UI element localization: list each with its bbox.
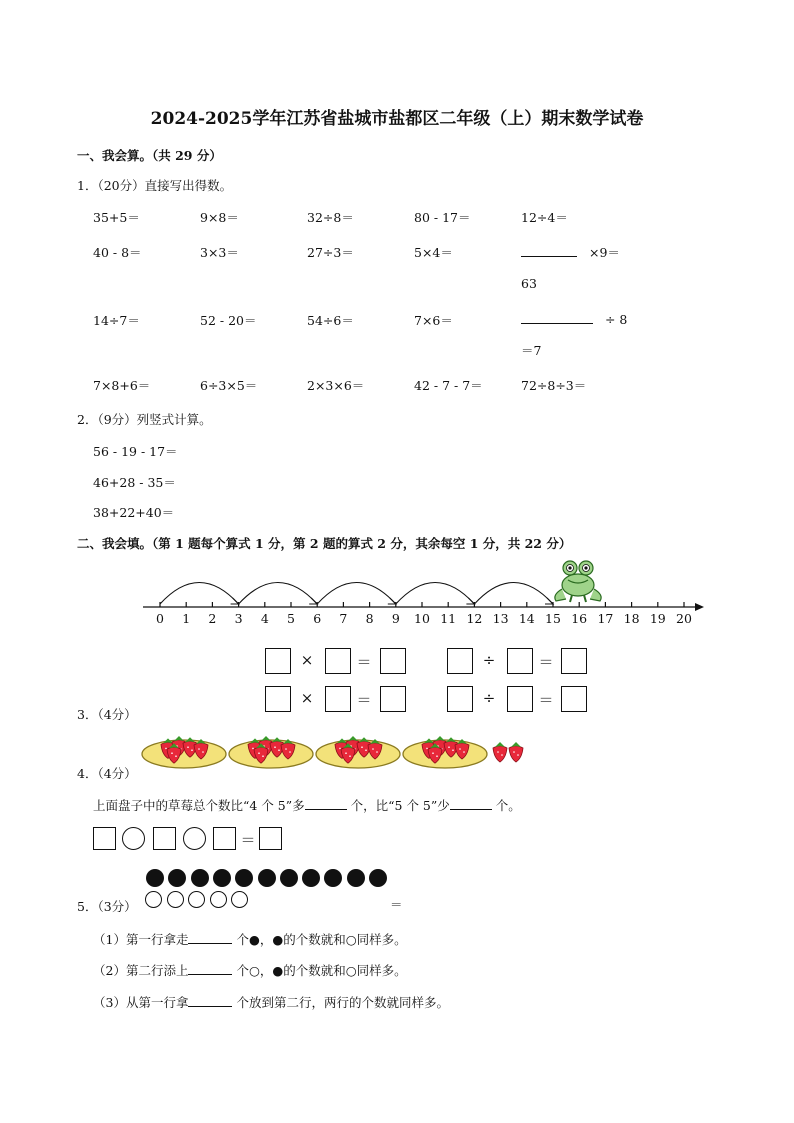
number-line-tick-label: 2 [208,611,217,626]
jump-arc [474,583,553,605]
calc-item-tail: ×9＝ [588,245,620,260]
fill-blank-item [521,243,620,261]
answer-blank[interactable] [188,931,232,944]
q5-p1-text-b: 个●，●的个数就和○同样多。 [236,932,407,947]
calc-item: 72÷8÷3＝ [521,378,587,393]
divide-sign: ÷ [482,651,496,669]
black-dot [369,869,387,887]
white-circle [210,891,227,908]
section2-heading: 二、我会填。（第 1 题每个算式 1 分，第 2 题的算式 2 分，其余每空 1 分，共 22 分） [77,536,572,551]
black-dot [347,869,365,887]
number-line-tick-label: 17 [597,611,614,626]
vertical-calc-item: 46+28 - 35＝ [93,475,176,490]
vertical-calc-item: 38+22+40＝ [93,505,175,520]
q5-p3-text-a: （3）从第一行拿 [93,995,189,1010]
number-line-tick-label: 5 [287,611,295,626]
black-dot [258,869,276,887]
section1-heading: 一、我会算。（共 29 分） [77,148,222,163]
arrow-head-icon [695,603,704,611]
equals-sign: ＝ [538,691,554,709]
black-dot [213,869,231,887]
calc-item: 80 - 17＝ [414,210,471,225]
number-line-tick-label: 6 [313,611,322,626]
equals-sign: ＝ [538,653,554,671]
number-line-tick-label: 13 [492,611,509,626]
number-line-tick-label: 0 [156,611,164,626]
times-sign: × [300,689,314,707]
q5-p2-text-b: 个○，●的个数就和○同样多。 [236,963,407,978]
calc-item: 42 - 7 - 7＝ [414,378,483,393]
answer-box[interactable] [561,648,587,674]
answer-box[interactable] [153,827,176,850]
answer-box[interactable] [507,648,533,674]
strawberry-icon [493,742,507,762]
q4-question [93,796,521,814]
number-line-tick-label: 16 [571,611,588,626]
black-dot [168,869,186,887]
calc-item: 12÷4＝ [521,210,568,225]
jump-arrow-icon [466,598,474,604]
answer-blank[interactable] [521,311,593,324]
calc-item-wrap: 63 [521,276,537,291]
number-line-tick-label: 20 [676,611,692,626]
white-circle [167,891,184,908]
operator-circle[interactable] [183,827,206,850]
strawberry-icon [509,742,523,762]
q1-label: 1．（20分）直接写出得数。 [77,178,233,193]
calc-item: 54÷6＝ [307,313,354,328]
answer-box[interactable] [265,648,291,674]
answer-box[interactable] [325,686,351,712]
calc-item: 7×6＝ [414,313,453,328]
equals-sign: ＝ [356,691,372,709]
q5-p2-text-a: （2）第二行添上 [93,963,189,978]
calc-item: 5×4＝ [414,245,453,260]
divide-sign: ÷ [482,689,496,707]
calc-item: 9×8＝ [200,210,239,225]
q4-text-a: 上面盘子中的草莓总个数比“4 个 5”多 [93,798,305,813]
black-dot [146,869,164,887]
calc-item: 2×3×6＝ [307,378,365,393]
black-dot [280,869,298,887]
answer-box[interactable] [380,686,406,712]
q4-label: 4．（4分） [77,766,137,781]
calc-item: 32÷8＝ [307,210,354,225]
number-line-tick-label: 4 [260,611,269,626]
frog-icon [550,559,606,603]
q5-p3-text-b: 个放到第二行，两行的个数就同样多。 [236,995,449,1010]
operator-circle[interactable] [122,827,145,850]
number-line-tick-label: 1 [182,611,191,626]
number-line-tick-label: 8 [365,611,374,626]
answer-blank[interactable] [188,994,232,1007]
q5-part3 [93,993,449,1011]
answer-box[interactable] [380,648,406,674]
q4-text-b: 个，比“5 个 5”少 [350,798,450,813]
answer-box[interactable] [507,686,533,712]
black-dot [235,869,253,887]
equals-sign: ＝ [356,653,372,671]
calc-item: 27÷3＝ [307,245,354,260]
answer-blank[interactable] [450,797,492,810]
q5-part2 [93,961,407,979]
strawberry-plates [140,730,540,774]
number-line-tick-label: 18 [623,611,640,626]
rows-equals-sign: ＝ [390,897,403,912]
jump-arrow-icon [231,598,239,604]
answer-blank[interactable] [521,244,577,257]
black-dot [191,869,209,887]
answer-box[interactable] [447,686,473,712]
answer-box[interactable] [447,648,473,674]
number-line-tick-label: 9 [391,611,400,626]
answer-box[interactable] [561,686,587,712]
calc-item: 14÷7＝ [93,313,140,328]
q4-text-c: 个。 [495,798,521,813]
q5-part1 [93,930,407,948]
times-sign: × [300,651,314,669]
jump-arrow-icon [309,598,317,604]
jump-arc [239,583,318,605]
q5-label: 5．（3分） [77,899,137,914]
vertical-calc-item: 56 - 19 - 17＝ [93,444,178,459]
fill-blank-item [521,311,627,327]
jump-arc [396,583,475,605]
q5-p1-text-a: （1）第一行拿走 [93,932,189,947]
number-line-tick-label: 12 [466,611,483,626]
answer-box[interactable] [213,827,236,850]
calc-item: 6÷3×5＝ [200,378,258,393]
answer-blank[interactable] [305,797,347,810]
exam-title: 2024-2025学年江苏省盐城市盐都区二年级（上）期末数学试卷 [150,109,644,129]
calc-item: 35+5＝ [93,210,140,225]
white-circle [188,891,205,908]
number-line-tick-label: 15 [545,611,561,626]
number-line-tick-label: 19 [649,611,666,626]
number-line-tick-label: 7 [339,611,348,626]
number-line [135,556,715,636]
answer-box[interactable] [259,827,282,850]
answer-box[interactable] [325,648,351,674]
jump-arc [160,583,239,605]
number-line-tick-label: 14 [518,611,535,626]
equals-sign: ＝ [240,831,256,849]
answer-box[interactable] [93,827,116,850]
q2-label: 2．（9分）列竖式计算。 [77,412,212,427]
calc-item: 7×8+6＝ [93,378,151,393]
calc-item: 40 - 8＝ [93,245,142,260]
white-circle [145,891,162,908]
calc-item: 3×3＝ [200,245,239,260]
black-dot [324,869,342,887]
q3-label: 3．（4分） [77,707,137,722]
calc-item-tail: ÷ 8 [604,312,628,327]
number-line-tick-label: 3 [234,611,243,626]
answer-box[interactable] [265,686,291,712]
jump-arrow-icon [388,598,396,604]
black-dot [302,869,320,887]
jump-arc [317,583,396,605]
number-line-tick-label: 10 [414,611,430,626]
calc-item: 52 - 20＝ [200,313,257,328]
number-line-tick-label: 11 [440,611,457,626]
answer-blank[interactable] [188,962,232,975]
white-circle [231,891,248,908]
calc-item-wrap: ＝7 [521,343,542,358]
